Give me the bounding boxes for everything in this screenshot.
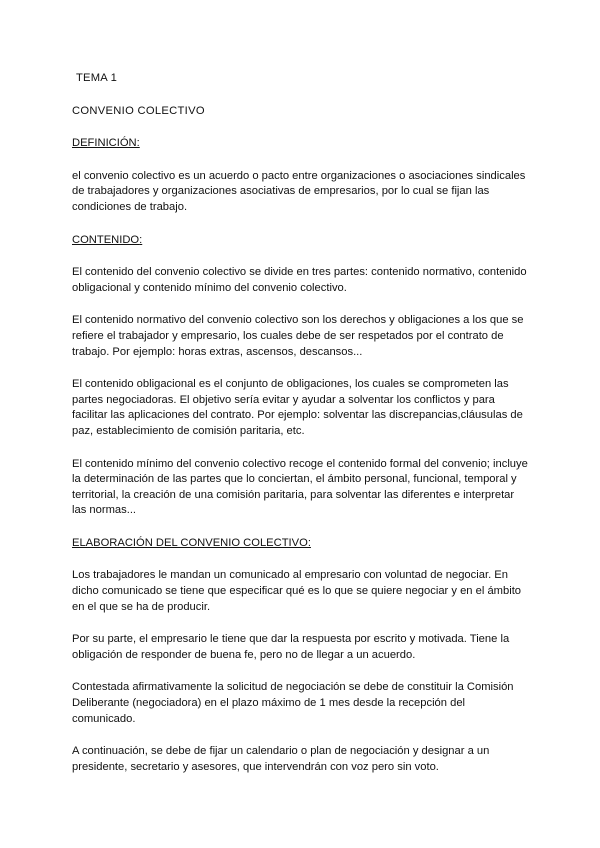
paragraph: Por su parte, el empresario le tiene que dar la respuesta por escrito y motivada. Tiene la obligación de responder de buena fe, pero no de llegar a un acuerdo. xyxy=(72,633,510,661)
section-heading-text: CONTENIDO xyxy=(72,233,140,246)
paragraph: A continuación, se debe de fijar un calendario o plan de negociación y designar a un presidente, secretario y asesores, que intervendrán con voz pero sin voto. xyxy=(72,745,490,773)
section-heading-text: ELABORACIÓN DEL CONVENIO COLECTIVO: xyxy=(72,536,311,549)
paragraph: Contestada afirmativamente la solicitud de negociación se debe de constituir la Comisión Deliberante (negociadora) en el plazo máximo de 1 mes desde la recepción del comunicado. xyxy=(72,681,514,725)
section-heading-contenido xyxy=(72,233,528,249)
section-heading-elaboracion xyxy=(72,536,528,552)
paragraph: El contenido mínimo del convenio colectivo recoge el contenido formal del convenio; incluye la determinación de las partes que lo conciertan, el ámbito personal, funcional, temporal y territorial, la creación de una comisión paritaria, para solventar las diferentes e interpretar las normas... xyxy=(72,457,528,517)
section-heading-text: DEFINICIÓN: xyxy=(72,137,140,150)
paragraph: El contenido obligacional es el conjunto de obligaciones, los cuales se comprometen las partes negociadoras. El objetivo sería evitar y ayudar a solventar los conflictos y para facilitar las aplicaciones del contrato. Por ejemplo: solventar las discrepancias,cláusulas de paz, establecimiento de comisión paritaria, etc. xyxy=(72,378,523,437)
paragraph: El contenido del convenio colectivo se divide en tres partes: contenido normativo, contenido obligacional y contenido mínimo del convenio colectivo. xyxy=(72,266,527,294)
paragraph: El contenido normativo del convenio colectivo son los derechos y obligaciones a los que se refiere el trabajador y empresario, los cuales debe de ser respetados por el contrato de trabajo. Por ejemplo: horas extras, ascensos, descansos... xyxy=(72,314,524,358)
document-title: CONVENIO COLECTIVO xyxy=(72,104,205,117)
section-heading-definicion xyxy=(72,136,528,152)
document-body xyxy=(72,71,528,775)
topic-number: TEMA 1 xyxy=(76,72,117,84)
paragraph: Los trabajadores le mandan un comunicado al empresario con voluntad de negociar. En dicho comunicado se tiene que especificar qué es lo que se quiere negociar y en el ámbito en el que se ha de producir. xyxy=(72,569,522,613)
section-heading-suffix: : xyxy=(139,233,143,246)
paragraph: el convenio colectivo es un acuerdo o pacto entre organizaciones o asociaciones sindicales de trabajadores y organizaciones asociativas de empresarios, por lo cual se fijan las condiciones de trabajo. xyxy=(72,169,526,213)
